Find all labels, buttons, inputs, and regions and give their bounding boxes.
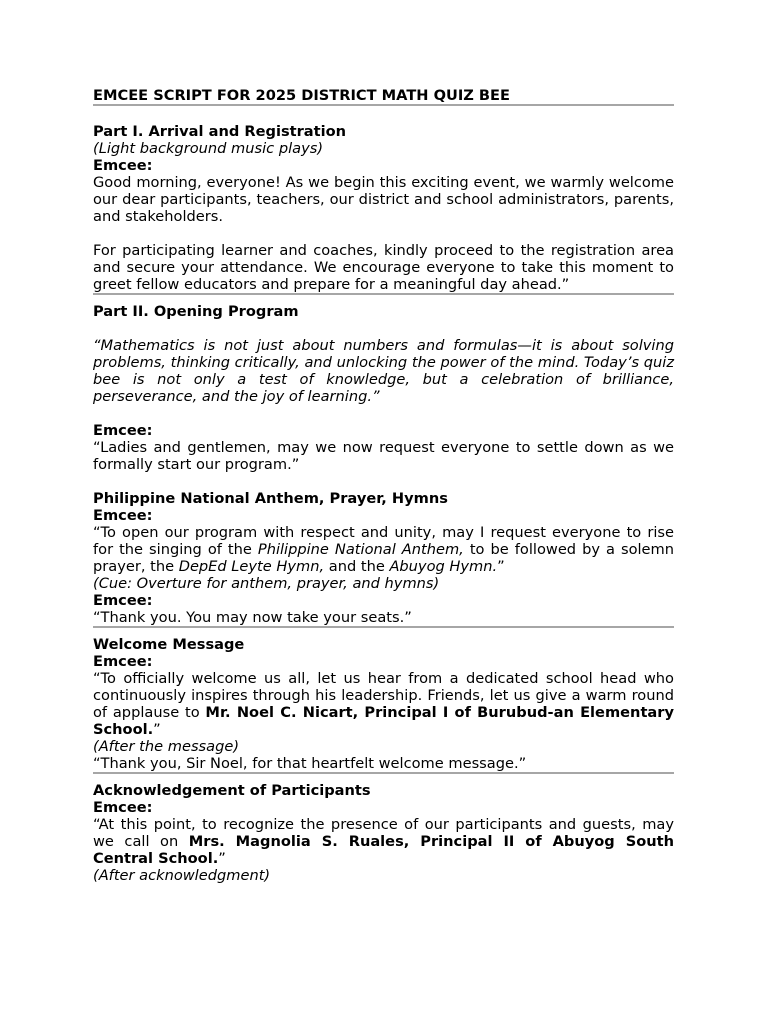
- emcee-label: Emcee:: [93, 157, 153, 174]
- part-1-section: [93, 123, 674, 293]
- anthem-section: [93, 490, 674, 626]
- stage-cue: (After acknowledgment): [93, 867, 271, 884]
- document-title: EMCEE SCRIPT FOR 2025 DISTRICT MATH QUIZ BEE: [93, 87, 510, 104]
- script-paragraph: “Thank you. You may now take your seats.”: [93, 609, 412, 626]
- script-paragraph: For participating learner and coaches, kindly proceed to the registration area and secure your attendance. We encourage everyone to take this moment to greet fellow educators and prepare for a meaningful day ahead.”: [93, 242, 674, 293]
- welcome-section: [93, 636, 674, 772]
- italic-run: Philippine National Anthem,: [257, 541, 464, 558]
- text-run: “To open our program with respect and unity, may I request everyone to rise for the singing of the: [93, 524, 674, 558]
- text-run: “At this point, to recognize the presence of our participants and guests, may we call on: [93, 816, 674, 850]
- italic-run: Abuyog Hymn.: [389, 558, 498, 575]
- emcee-label: Emcee:: [93, 799, 153, 816]
- script-paragraph: “Thank you, Sir Noel, for that heartfelt welcome message.”: [93, 755, 527, 772]
- part-2-heading: Part II. Opening Program: [93, 303, 299, 320]
- emcee-label: Emcee:: [93, 592, 153, 609]
- script-paragraph: [93, 816, 674, 867]
- part-2-section: [93, 303, 674, 490]
- text-run: ”: [153, 721, 161, 738]
- script-paragraph: “Ladies and gentlemen, may we now request everyone to settle down as we formally start our program.”: [93, 439, 674, 473]
- bold-run: Mrs. Magnolia S. Ruales, Principal II of Abuyog South Central School.: [93, 833, 674, 867]
- stage-cue: (After the message): [93, 738, 240, 755]
- italic-run: DepEd Leyte Hymn,: [178, 558, 325, 575]
- emcee-label: Emcee:: [93, 422, 153, 439]
- script-paragraph: [93, 524, 674, 575]
- document-body: [93, 87, 674, 884]
- stage-cue: (Cue: Overture for anthem, prayer, and hymns): [93, 575, 440, 592]
- text-run: to be followed by a solemn prayer, the: [93, 541, 674, 575]
- text-run: ”: [218, 850, 226, 867]
- emcee-label: Emcee:: [93, 653, 153, 670]
- welcome-heading: Welcome Message: [93, 636, 245, 653]
- stage-cue: (Light background music plays): [93, 140, 324, 157]
- text-run: ”: [497, 558, 505, 575]
- opening-quote: “Mathematics is not just about numbers and formulas—it is about solving problems, thinking critically, and unlocking the power of the mind. Today’s quiz bee is not only a test of knowledge, but a celebration of brilliance, perseverance, and the joy of learning.”: [93, 337, 674, 405]
- emcee-label: Emcee:: [93, 507, 153, 524]
- text-run: and the: [324, 558, 390, 575]
- script-paragraph: [93, 670, 674, 738]
- bold-run: Mr. Noel C. Nicart, Principal I of Burubud-an Elementary School.: [93, 704, 674, 738]
- anthem-heading: Philippine National Anthem, Prayer, Hymns: [93, 490, 448, 507]
- text-run: “To officially welcome us all, let us hear from a dedicated school head who continuously inspires through his leadership. Friends, let us give a warm round of applause to: [93, 670, 674, 721]
- script-paragraph: Good morning, everyone! As we begin this exciting event, we warmly welcome our dear participants, teachers, our district and school administrators, parents, and stakeholders.: [93, 174, 674, 225]
- acknowledgement-heading: Acknowledgement of Participants: [93, 782, 371, 799]
- part-1-heading: Part I. Arrival and Registration: [93, 123, 347, 140]
- acknowledgement-section: [93, 782, 674, 884]
